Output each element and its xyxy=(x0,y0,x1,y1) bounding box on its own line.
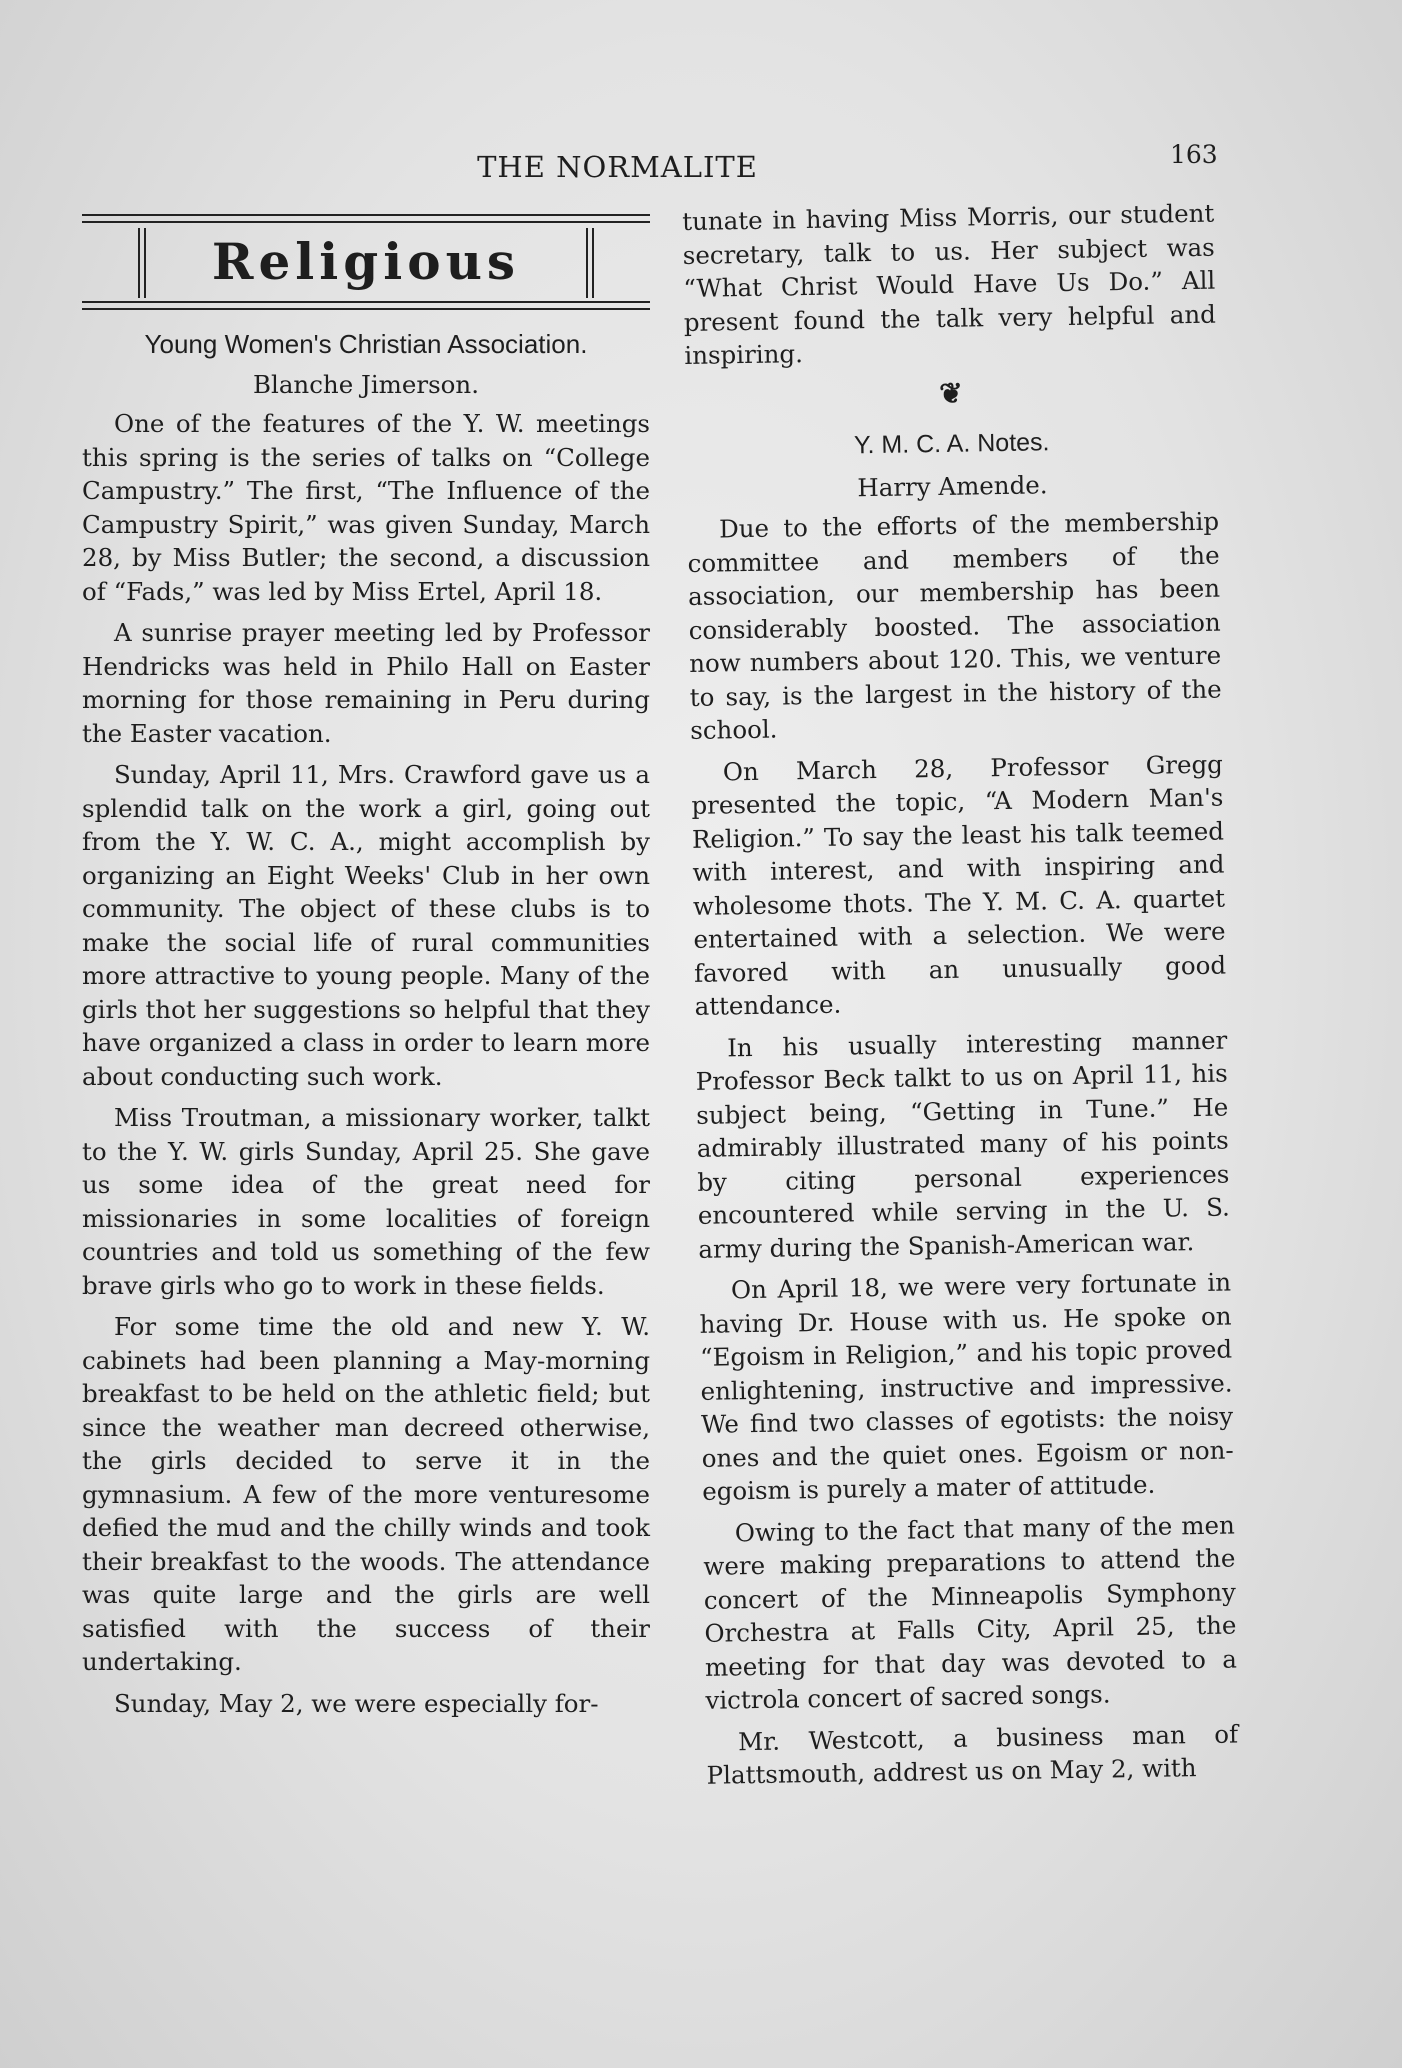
paragraph: For some time the old and new Y. W. cabinets had been planning a May-morning breakfast to be held on the athletic field; but since the weather man decreed otherwise, the girls decided to serve it in the gymnasium. A few of the more venturesome defied the mud and the chilly winds and took their breakfast to the woods. The attendance was quite large and the girls are well satisfied with the success of their undertaking. xyxy=(82,1312,650,1676)
paragraph: Mr. Westcott, a business man of Plattsmouth, addrest us on May 2, with xyxy=(706,1718,1239,1790)
paragraph: On March 28, Professor Gregg presented the topic, “A Modern Man's Religion.” To say the least his talk teemed with interest, and with inspiring and wholesome thots. The Y. M. C. A. quartet entertained with a selection. We were favored with an unusually good attendance. xyxy=(691,749,1227,1021)
section-title-box xyxy=(82,214,650,310)
title-rule xyxy=(82,214,650,216)
paragraph: On April 18, we were very fortunate in having Dr. House with us. He spoke on “Egoism in Religion,” and his topic proved enlightening, instructive and impressive. We find two classes of egotists: the noisy ones and the quiet ones. Egoism or non-egoism is purely a mater of attitude. xyxy=(699,1267,1234,1506)
paragraph: Owing to the fact that many of the men were making preparations to attend the concert of the Minneapolis Symphony Orchestra at Falls City, April 25, the meeting for that day was devoted to a victrola concert of sacred songs. xyxy=(703,1509,1238,1715)
right-column xyxy=(682,197,1239,1801)
ymca-heading: Y. M. C. A. Notes. xyxy=(853,428,1050,460)
paragraph: Sunday, May 2, we were especially for- xyxy=(114,1688,599,1718)
paragraph: In his usually interesting manner Professor Beck talkt to us on April 11, his subject being, “Getting in Tune.” He admirably illustrated many of his points by citing personal experiences encountered while serving in the U. S. army during the Spanish-American war. xyxy=(695,1025,1231,1264)
title-rule xyxy=(82,221,650,223)
paragraph: Sunday, April 11, Mrs. Crawford gave us a splendid talk on the work a girl, going out from the Y. W. C. A., might accomplish by organizing an Eight Weeks' Club in her own community. The object of these clubs is to make the social life of rural communities more attractive to young people. Many of the girls thot her suggestions so helpful that they have organized a class in order to learn more about conducting such work. xyxy=(82,760,650,1091)
continuation-paragraph: tunate in having Miss Morris, our student secretary, talk to us. Her subject was “What Christ Would Have Us Do.” All present found the talk very helpful and inspiring. xyxy=(682,198,1216,370)
ywca-heading: Young Women's Christian Association. xyxy=(144,329,588,359)
title-bar-right xyxy=(586,228,594,298)
paragraph: Miss Troutman, a missionary worker, talkt to the Y. W. girls Sunday, April 25. She gave us some idea of the great need for missionaries in some localities of foreign countries and told us something of the few brave girls who go to work in these fields. xyxy=(82,1103,650,1300)
ornament-icon: ❦ xyxy=(938,376,963,410)
paragraph: A sunrise prayer meeting led by Professor Hendricks was held in Philo Hall on Easter morning for those remaining in Peru during the Easter vacation. xyxy=(82,618,650,748)
running-header: THE NORMALITE xyxy=(477,150,758,184)
left-column xyxy=(82,320,650,1728)
paragraph: One of the features of the Y. W. meetings this spring is the series of talks on “College Campustry.” The first, “The Influence of the Campustry Spirit,” was given Sunday, March 28, by Miss Butler; the second, a discussion of “Fads,” was led by Miss Ertel, April 18. xyxy=(82,409,650,606)
ymca-byline: Harry Amende. xyxy=(857,469,1048,502)
ywca-byline: Blanche Jimerson. xyxy=(252,369,479,399)
title-rule xyxy=(82,301,650,303)
title-rule xyxy=(82,308,650,310)
paragraph: Due to the efforts of the membership committee and members of the association, our membership has been considerably boosted. The association now numbers about 120. This, we venture to say, is the largest in the history of the school. xyxy=(687,506,1222,745)
page-number: 163 xyxy=(1170,140,1218,169)
section-title: Religious xyxy=(211,232,521,291)
